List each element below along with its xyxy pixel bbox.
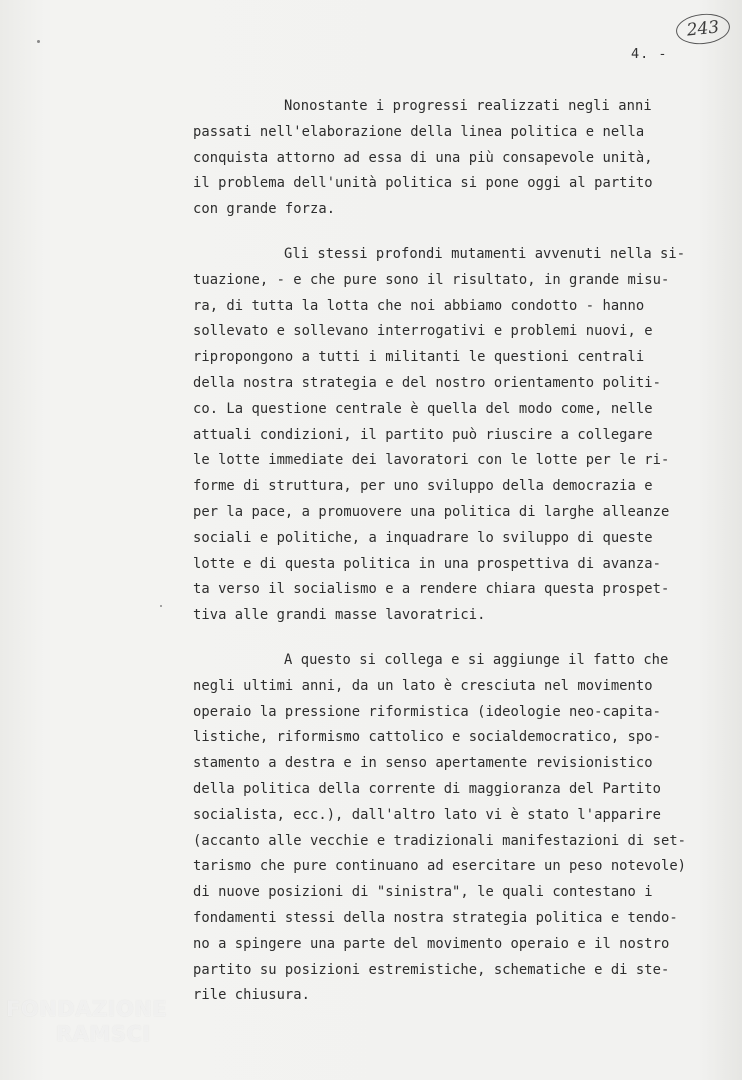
text-line: tiva alle grandi masse lavoratrici. [193, 607, 486, 624]
watermark-line-2: RAMSCI [56, 1022, 151, 1046]
text-line: attuali condizioni, il partito può riuscire a collegare [193, 426, 653, 443]
text-line: co. La questione centrale è quella del modo come, nelle [193, 400, 653, 417]
text-line: ripropongono a tutti i militanti le questioni centrali [193, 349, 645, 366]
text-line: le lotte immediate dei lavoratori con le lotte per le ri- [193, 452, 670, 469]
text-line: negli ultimi anni, da un lato è cresciuta nel movimento [193, 677, 653, 694]
text-line: operaio la pressione riformistica (ideologie neo-capita- [193, 703, 661, 720]
text-line: ta verso il socialismo e a rendere chiara questa prospet- [193, 581, 670, 598]
text-line: stamento a destra e in senso apertamente revisionistico [193, 755, 653, 772]
paragraph [193, 242, 713, 629]
scan-speck [160, 605, 162, 607]
text-line: sollevato e sollevano interrogativi e problemi nuovi, e [193, 323, 653, 340]
text-line: con grande forza. [193, 201, 336, 218]
watermark-line-1: FONDAZIONE [6, 997, 168, 1021]
text-line: conquista attorno ad essa di una più consapevole unità, [193, 149, 653, 166]
text-line: forme di struttura, per uno sviluppo della democrazia e [193, 478, 653, 495]
text-line: passati nell'elaborazione della linea politica e nella [193, 123, 645, 140]
text-line: tuazione, - e che pure sono il risultato, in grande misu- [193, 271, 670, 288]
text-line: lotte e di questa politica in una prospettiva di avanza- [193, 555, 661, 572]
text-line: fondamenti stessi della nostra strategia politica e tendo- [193, 909, 678, 926]
scan-speck [37, 40, 40, 43]
text-line: partito su posizioni estremistiche, schematiche e di ste- [193, 961, 670, 978]
text-line: sociali e politiche, a inquadrare lo sviluppo di queste [193, 529, 653, 546]
text-line: A questo si collega e si aggiunge il fatto che [284, 651, 669, 668]
text-line: tarismo che pure continuano ad esercitare un peso notevole) [193, 858, 687, 875]
text-line: (accanto alle vecchie e tradizionali manifestazioni di set- [193, 832, 687, 849]
paragraph [193, 648, 713, 1009]
text-line: socialista, ecc.), dall'altro lato vi è stato l'apparire [193, 806, 661, 823]
text-line: listiche, riformismo cattolico e socialdemocratico, spo- [193, 729, 661, 746]
text-line: Nonostante i progressi realizzati negli anni [284, 98, 652, 114]
text-line: ra, di tutta la lotta che noi abbiamo condotto - hanno [193, 297, 645, 314]
text-line: per la pace, a promuovere una politica di larghe alleanze [193, 503, 670, 520]
text-line: della nostra strategia e del nostro orientamento politi- [193, 374, 661, 391]
archive-number-stamp: 243 [675, 11, 732, 46]
text-line: Gli stessi profondi mutamenti avvenuti nella si- [284, 245, 686, 262]
page-number: 4. - [631, 46, 668, 62]
text-line: no a spingere una parte del movimento operaio e il nostro [193, 935, 670, 952]
text-line: il problema dell'unità politica si pone oggi al partito [193, 175, 653, 192]
paragraph [193, 94, 713, 223]
text-line: della politica della corrente di maggioranza del Partito [193, 780, 661, 797]
fondazione-gramsci-watermark [6, 996, 167, 1046]
text-line: di nuove posizioni di "sinistra", le quali contestano i [193, 884, 653, 901]
text-line: rile chiusura. [193, 987, 310, 1004]
document-body [193, 94, 713, 1028]
